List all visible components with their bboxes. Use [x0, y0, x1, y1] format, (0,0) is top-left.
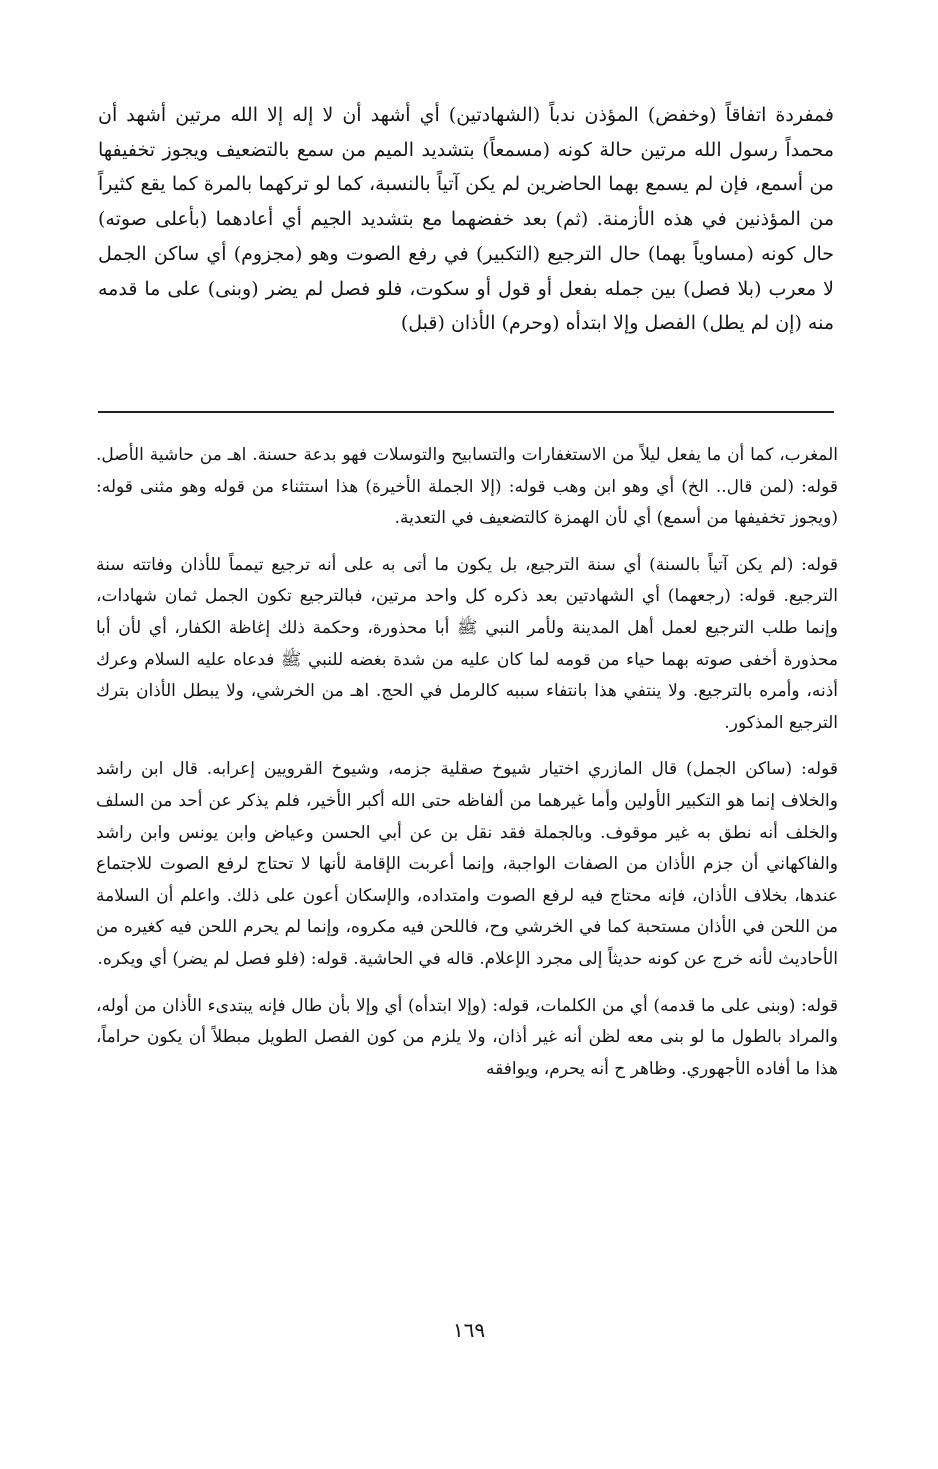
footnote-paragraph: قوله: (وبنى على ما قدمه) أي من الكلمات، قوله: (وإلا ابتدأه) أي وإلا بأن طال فإنه يبتدىء الأذان من أوله، والمراد بالطول ما لو بنى معه لظن أنه غير أذان، ولا يلزم من كون الفصل الطويل مبطلاً أن يكون حراماً، هذا ما أفاده الأجهوري. وظاهر ح أنه يحرم، ويوافقه: [96, 995, 838, 1079]
main-paragraph: فمفردة اتفاقاً (وخفض) المؤذن ندباً (الشهادتين) أي أشهد أن لا إله إلا الله مرتين أشهد أن محمداً رسول الله مرتين حالة كونه (مسمعاً) بتشديد الميم من سمع بالتضعيف ويجوز تخفيفها من أسمع، فإن لم يسمع بهما الحاضرين لم يكن آتياً بالنسبة، كما لو تركهما بالمرة كما يقع كثيراً من المؤذنين في هذه الأزمنة. (ثم) بعد خفضهما مع بتشديد الجيم أي أعادهما (بأعلى صوته) حال كونه (مساوياً بهما) حال الترجيع (التكبير) في رفع الصوت وهو (مجزوم) أي ساكن الجمل لا معرب (بلا فصل) بين جمله بفعل أو قول أو سكوت، فلو فصل لم يضر (وبنى) على ما قدمه منه (إن لم يطل) الفصل وإلا ابتدأه (وحرم) الأذان (قبل): [98, 104, 834, 335]
main-text: [98, 98, 834, 341]
footnotes: [96, 440, 838, 1085]
footnote-paragraph: المغرب، كما أن ما يفعل ليلاً من الاستغفارات والتسابيح والتوسلات فهو بدعة حسنة. اهـ من حاشية الأصل. قوله: (لمن قال.. الخ) أي وهو ابن وهب قوله: (إلا الجملة الأخيرة) هذا استثناء من قوله وهو مثنى قوله: (ويجوز تخفيفها من أسمع) أي لأن الهمزة كالتضعيف في التعدية.: [96, 445, 838, 529]
footnote-paragraph: قوله: (ساكن الجمل) قال المازري اختيار شيوخ صقلية جزمه، وشيوخ القرويين إعرابه. قال ابن راشد والخلاف إنما هو التكبير الأولين وأما غيرهما من ألفاظه حتى الله أكبر الأخير، فلم يذكر عن أحد من السلف والخلف أنه نطق به غير موقوف. وبالجملة فقد نقل بن عن أبي الحسن وعياض وابن يونس وابن راشد والفاكهاني أن جزم الأذان من الصفات الواجبة، وإنما أعربت الإقامة لأنها لا تحتاج لرفع الصوت للاجتماع عندها، بخلاف الأذان، فإنه محتاج فيه لرفع الصوت وامتداده، والإسكان أعون على ذلك. واعلم أن السلامة من اللحن في الأذان مستحبة كما في الخرشي وح، فاللحن فيه مكروه، وإنما لم يحرم اللحن فيه كغيره من الأحاديث لأنه خرج عن كونه حديثاً إلى مجرد الإعلام. قاله في الحاشية. قوله: (فلو فصل لم يضر) أي ويكره.: [96, 759, 838, 969]
footnote-separator: [98, 411, 834, 413]
footnote-paragraph: قوله: (لم يكن آتياً بالسنة) أي سنة الترجيع، بل يكون ما أتى به على أنه ترجيع تيمماً للأذان وفاتته سنة الترجيع. قوله: (رجعهما) أي الشهادتين بعد ذكره كل واحد مرتين، فبالترجيع تكون الجمل ثمان شهادات، وإنما طلب الترجيع لعمل أهل المدينة ولأمر النبي ﷺ أبا محذورة، وحكمة ذلك إغاظة الكفار، أي لأن أبا محذورة أخفى صوته بهما حياء من قومه لما كان عليه من شدة بغضه للنبي ﷺ فدعاه عليه السلام وعرك أذنه، وأمره بالترجيع. ولا ينتفي هذا بانتفاء سببه كالرمل في الحج. اهـ من الخرشي، ولا يبطل الأذان بترك الترجيع المذكور.: [96, 554, 838, 733]
page-number: ١٦٩: [452, 1318, 486, 1342]
